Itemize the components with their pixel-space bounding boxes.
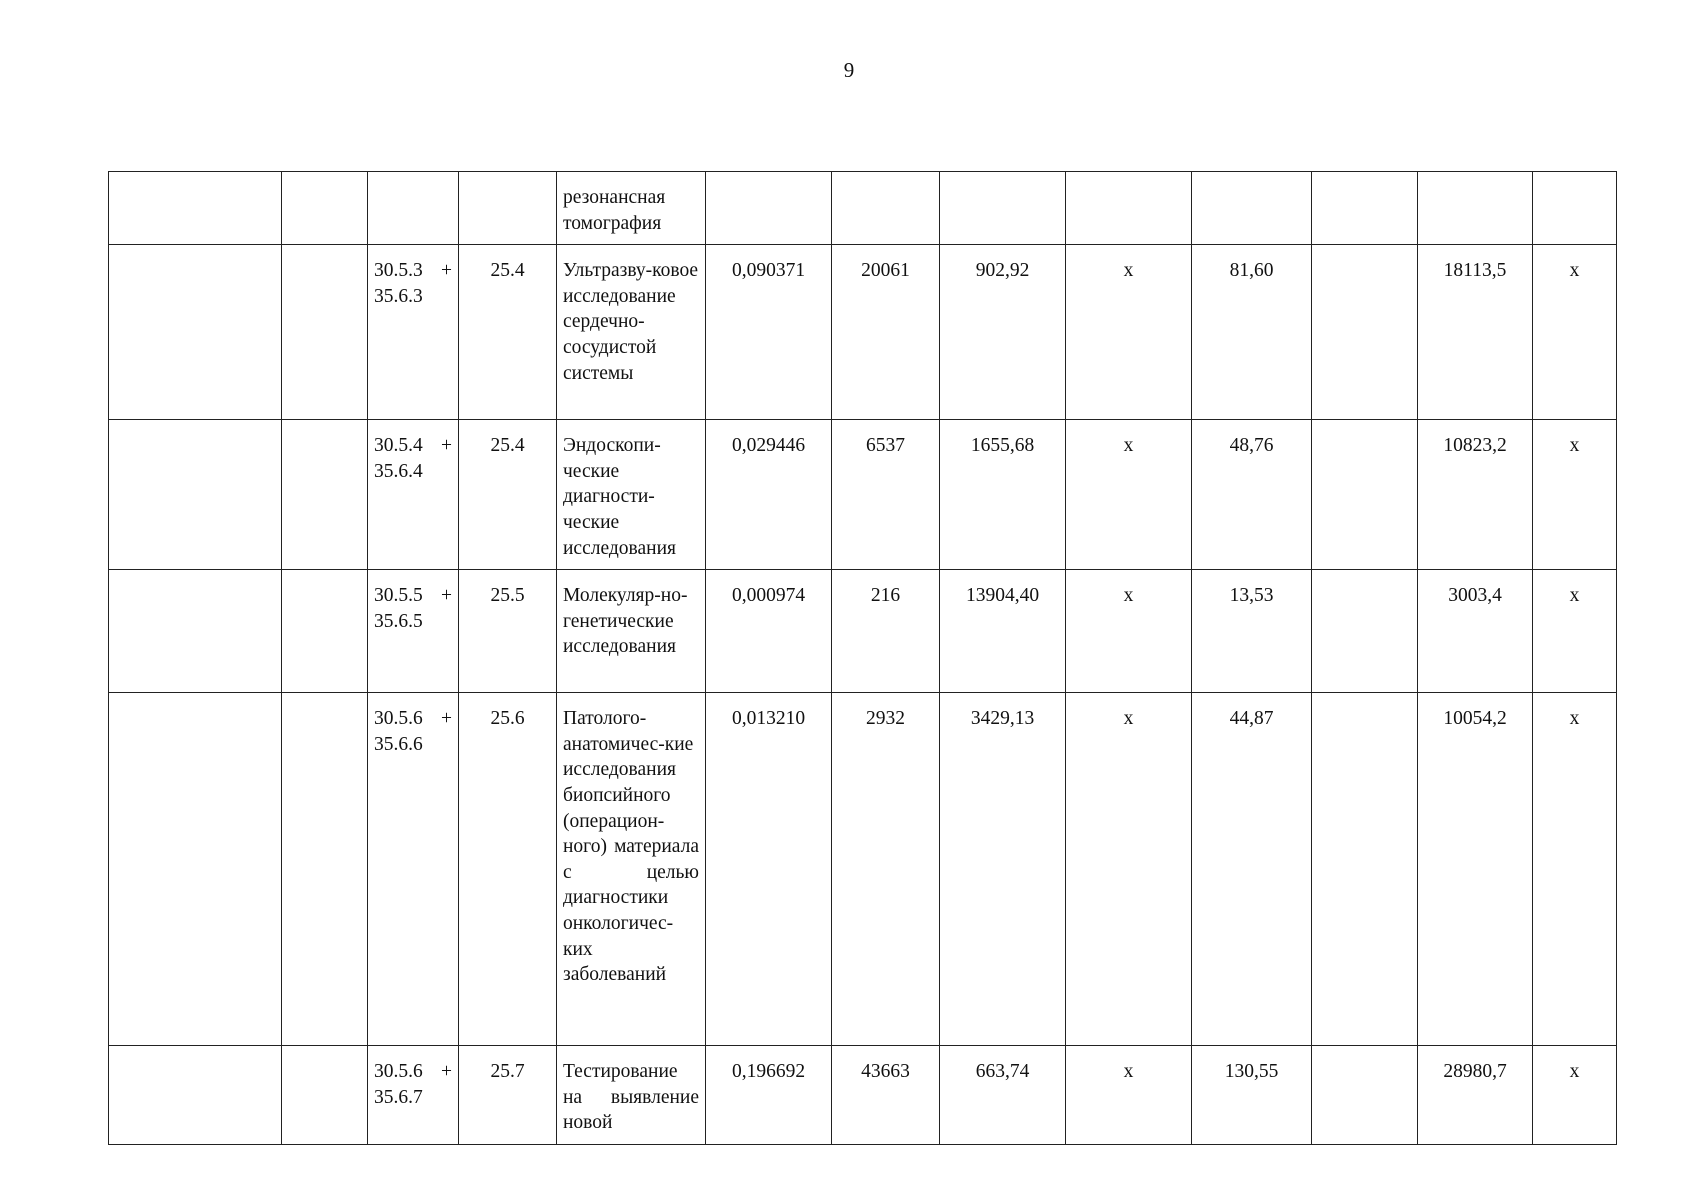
service-name: Эндоскопи-ческие диагности-ческие исследования bbox=[563, 435, 676, 559]
code-line-2: 35.6.5 bbox=[374, 610, 423, 632]
count-cell bbox=[832, 172, 940, 245]
code-cell bbox=[368, 420, 459, 570]
table-row bbox=[109, 1046, 1617, 1145]
x-cell-1: х bbox=[1066, 693, 1192, 1046]
norm-cell: 13,53 bbox=[1192, 570, 1312, 693]
table-row bbox=[109, 420, 1617, 570]
empty-cell bbox=[109, 570, 282, 693]
code-cell bbox=[368, 1046, 459, 1145]
x-cell-2: х bbox=[1533, 1046, 1617, 1145]
empty-cell bbox=[282, 245, 368, 420]
table-row bbox=[109, 245, 1617, 420]
x-cell-2: х bbox=[1533, 245, 1617, 420]
code-line-1: 30.5.3 + bbox=[374, 260, 452, 282]
code-cell bbox=[368, 693, 459, 1046]
x-cell-2: х bbox=[1533, 420, 1617, 570]
empty-cell bbox=[109, 420, 282, 570]
x-cell-1: х bbox=[1066, 570, 1192, 693]
group-cell: 25.4 bbox=[459, 420, 557, 570]
empty-cell bbox=[1312, 172, 1418, 245]
x-cell-1: х bbox=[1066, 420, 1192, 570]
coef-cell: 0,000974 bbox=[706, 570, 832, 693]
coef-cell: 0,013210 bbox=[706, 693, 832, 1046]
total-cell bbox=[1418, 172, 1533, 245]
code-cell bbox=[368, 245, 459, 420]
empty-cell bbox=[1312, 570, 1418, 693]
group-cell: 25.4 bbox=[459, 245, 557, 420]
x-cell-1: х bbox=[1066, 245, 1192, 420]
empty-cell bbox=[282, 172, 368, 245]
table-row bbox=[109, 172, 1617, 245]
table-row bbox=[109, 693, 1617, 1046]
code-line-2: 35.6.4 bbox=[374, 460, 423, 482]
cost-cell: 663,74 bbox=[940, 1046, 1066, 1145]
code-line-2: 35.6.7 bbox=[374, 1086, 423, 1108]
name-cell bbox=[557, 570, 706, 693]
name-cell bbox=[557, 245, 706, 420]
empty-cell bbox=[1312, 1046, 1418, 1145]
code-cell bbox=[368, 172, 459, 245]
cost-cell: 902,92 bbox=[940, 245, 1066, 420]
name-cell bbox=[557, 693, 706, 1046]
empty-cell bbox=[109, 245, 282, 420]
code-line-1: 30.5.4 + bbox=[374, 435, 452, 457]
total-cell: 18113,5 bbox=[1418, 245, 1533, 420]
norm-cell: 48,76 bbox=[1192, 420, 1312, 570]
total-cell: 10823,2 bbox=[1418, 420, 1533, 570]
table-row bbox=[109, 570, 1617, 693]
code-line-2: 35.6.6 bbox=[374, 733, 423, 755]
x-cell-1: х bbox=[1066, 1046, 1192, 1145]
empty-cell bbox=[282, 1046, 368, 1145]
group-cell: 25.7 bbox=[459, 1046, 557, 1145]
cost-cell: 1655,68 bbox=[940, 420, 1066, 570]
service-name: Молекуляр-но-генетические исследования bbox=[563, 585, 688, 658]
code-cell bbox=[368, 570, 459, 693]
name-cell bbox=[557, 1046, 706, 1145]
code-line-1: 30.5.6 + bbox=[374, 708, 452, 730]
service-name: Тестирование на выявление новой bbox=[563, 1061, 699, 1134]
name-cell bbox=[557, 420, 706, 570]
coef-cell: 0,029446 bbox=[706, 420, 832, 570]
cost-cell: 13904,40 bbox=[940, 570, 1066, 693]
norm-cell: 44,87 bbox=[1192, 693, 1312, 1046]
group-cell: 25.6 bbox=[459, 693, 557, 1046]
cost-cell: 3429,13 bbox=[940, 693, 1066, 1046]
count-cell: 43663 bbox=[832, 1046, 940, 1145]
group-cell: 25.5 bbox=[459, 570, 557, 693]
total-cell: 28980,7 bbox=[1418, 1046, 1533, 1145]
count-cell: 20061 bbox=[832, 245, 940, 420]
x-cell-2: х bbox=[1533, 693, 1617, 1046]
count-cell: 216 bbox=[832, 570, 940, 693]
cost-cell bbox=[940, 172, 1066, 245]
norm-cell: 130,55 bbox=[1192, 1046, 1312, 1145]
x-cell-2 bbox=[1533, 172, 1617, 245]
empty-cell bbox=[109, 693, 282, 1046]
service-name: Патолого-анатомичес-кие исследования биопсийного (операцион-ного) материала с целью диагностики онкологичес-ких заболеваний bbox=[563, 708, 699, 986]
service-name: резонансная томография bbox=[563, 187, 666, 234]
data-table bbox=[108, 171, 1617, 1145]
empty-cell bbox=[1312, 245, 1418, 420]
norm-cell bbox=[1192, 172, 1312, 245]
page-number: 9 bbox=[843, 58, 855, 82]
count-cell: 6537 bbox=[832, 420, 940, 570]
total-cell: 3003,4 bbox=[1418, 570, 1533, 693]
empty-cell bbox=[109, 1046, 282, 1145]
coef-cell: 0,090371 bbox=[706, 245, 832, 420]
coef-cell: 0,196692 bbox=[706, 1046, 832, 1145]
service-name: Ультразву-ковое исследование сердечно-сосудистой системы bbox=[563, 260, 699, 384]
code-line-1: 30.5.6 + bbox=[374, 1061, 452, 1083]
x-cell-1 bbox=[1066, 172, 1192, 245]
empty-cell bbox=[282, 570, 368, 693]
empty-cell bbox=[282, 693, 368, 1046]
empty-cell bbox=[1312, 693, 1418, 1046]
count-cell: 2932 bbox=[832, 693, 940, 1046]
group-cell bbox=[459, 172, 557, 245]
empty-cell bbox=[109, 172, 282, 245]
code-line-2: 35.6.3 bbox=[374, 285, 423, 307]
coef-cell bbox=[706, 172, 832, 245]
total-cell: 10054,2 bbox=[1418, 693, 1533, 1046]
x-cell-2: х bbox=[1533, 570, 1617, 693]
empty-cell bbox=[1312, 420, 1418, 570]
name-cell bbox=[557, 172, 706, 245]
norm-cell: 81,60 bbox=[1192, 245, 1312, 420]
code-line-1: 30.5.5 + bbox=[374, 585, 452, 607]
empty-cell bbox=[282, 420, 368, 570]
